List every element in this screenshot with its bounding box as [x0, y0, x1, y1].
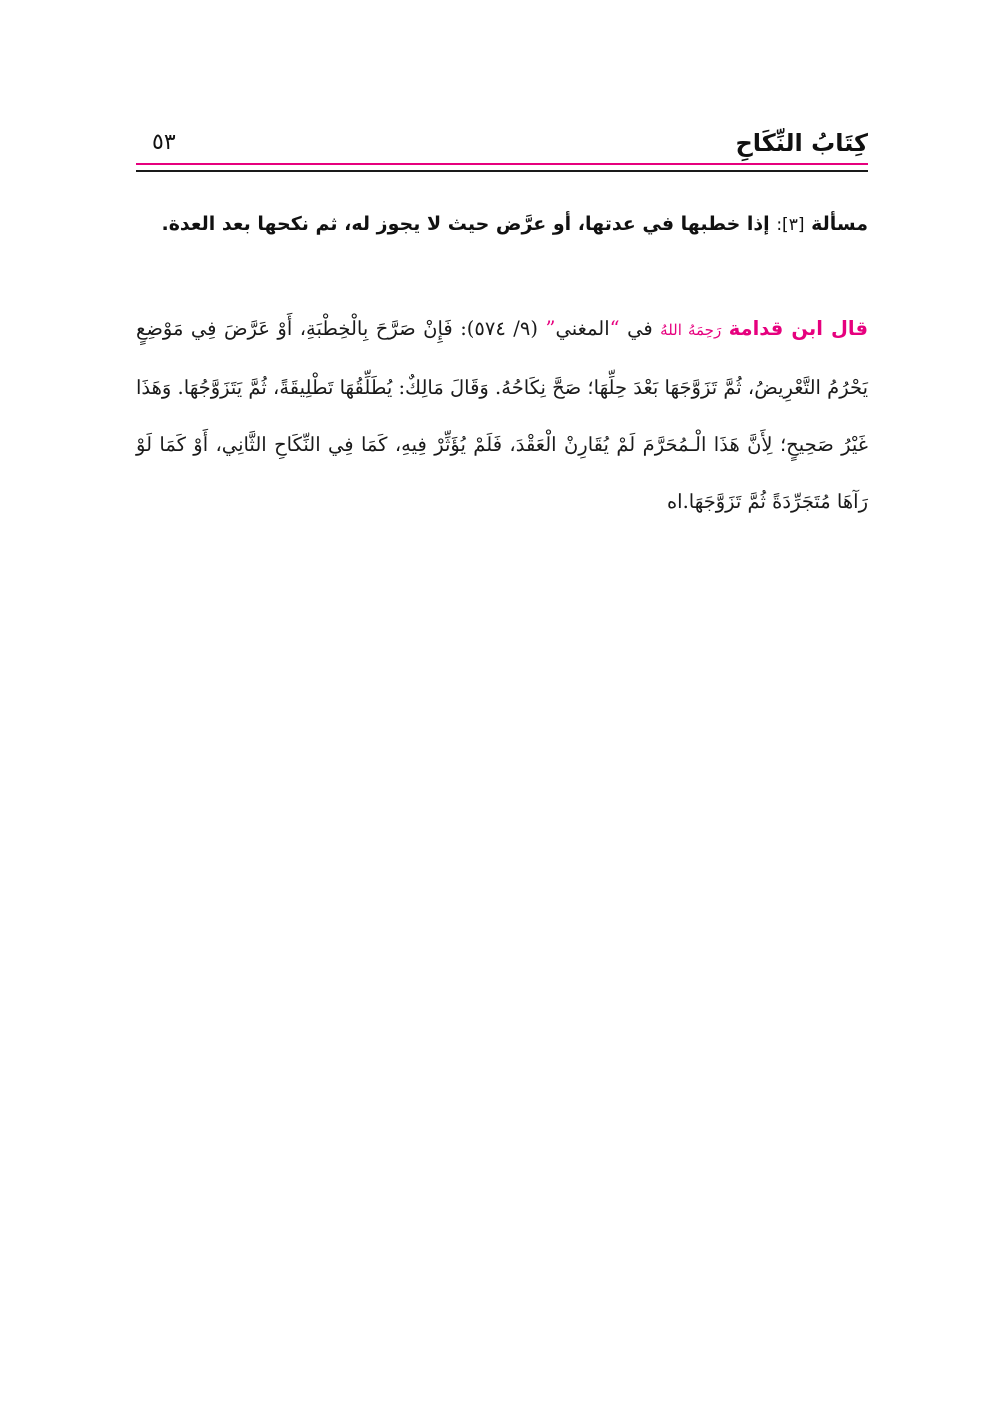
book-page: [136, 0, 868, 1418]
page-header: [136, 118, 868, 162]
page-number: ٥٣: [152, 130, 176, 155]
quote-author: قال ابن قدامة: [728, 317, 869, 340]
honorific-glyph: رَحِمَهُ اللهُ: [660, 321, 722, 339]
quote-text: فَإِنْ صَرَّحَ بِالْخِطْبَةِ، أَوْ عَرَّضَ فِي مَوْضِعٍ يَحْرُمُ التَّعْرِيضُ، ثُمَّ تَزَوَّجَهَا بَعْدَ حِلِّهَا؛ صَحَّ نِكَاحُهُ. وَقَالَ مَالِكٌ: يُطَلِّقُهَا تَطْلِيقَةً، ثُمَّ يَتَزَوَّجُهَا. وَهَذَا غَيْرُ صَحِيحٍ؛ لِأَنَّ هَذَا الْـمُحَرَّمَ لَمْ يُقَارِنْ الْعَقْدَ، فَلَمْ يُؤَثِّرْ فِيهِ، كَمَا فِي النِّكَاحِ الثَّانِي، أَوْ كَمَا لَوْ رَآهَا مُتَجَرِّدَةً ثُمَّ تَزَوَّجَهَا.اه: [136, 317, 868, 513]
header-rule-accent: [136, 163, 868, 165]
header-rule-dark: [136, 170, 868, 172]
question-number: [٣]:: [776, 215, 805, 235]
in-word: في: [627, 317, 653, 340]
question-heading: [136, 196, 868, 253]
running-title: كِتَابُ النِّكَاحِ: [735, 129, 868, 157]
quote-paragraph: [136, 300, 868, 530]
book-title: المغني: [555, 317, 610, 340]
question-label: مسألة: [811, 213, 868, 235]
book-reference: (٩/ ٥٧٤):: [460, 317, 538, 340]
open-quote-mark: “: [609, 317, 620, 340]
close-quote-mark: ”: [545, 317, 556, 340]
question-text: إذا خطبها في عدتها، أو عرَّض حيث لا يجوز له، ثم نكحها بعد العدة.: [161, 213, 770, 235]
